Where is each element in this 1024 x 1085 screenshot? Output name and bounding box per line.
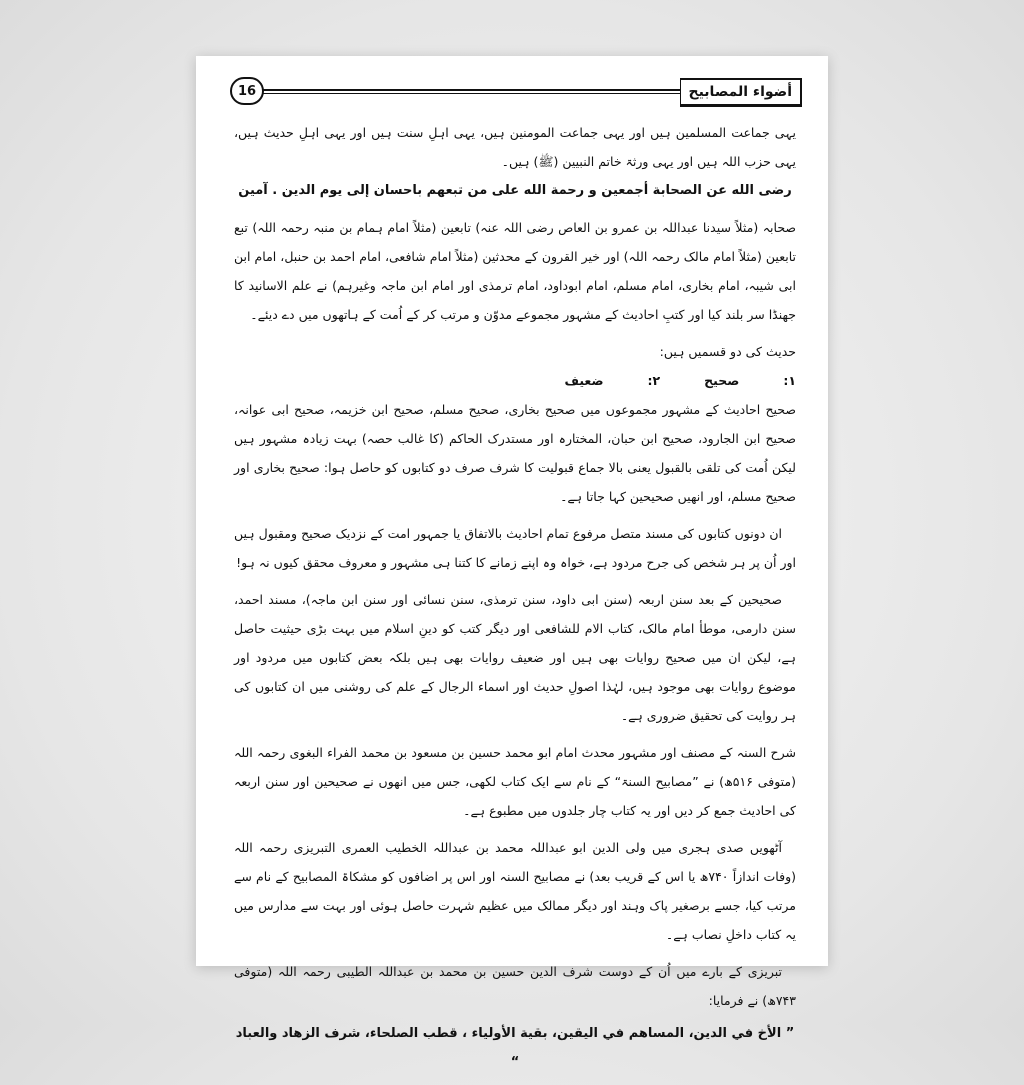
hadith-kinds-list bbox=[234, 366, 796, 395]
paragraph-tabrizi: آٹھویں صدی ہجری میں ولی الدین ابو عبداللہ محمد بن عبداللہ الخطیب العمری التبریزی رحمہ اللہ (وفات اندازاً ۷۴۰ھ یا اس کے قریب بعد) نے مصابیح السنہ اور اس پر اضافوں کو مشکاۃ المصابیح کے نام سے مرتب کیا، جسے برصغیر پاک وہند اور دیگر ممالک میں عظیم شہرت حاصل ہوئی اور بہت سے مدارس میں یہ کتاب داخلِ نصاب ہے۔ bbox=[234, 840, 796, 942]
paragraph-tibi: تبریزی کے بارے میں اُن کے دوست شرف الدین حسین بن محمد بن عبداللہ الطیبی رحمہ اللہ (متوفی ۷۴۳ھ) نے فرمایا: bbox=[234, 964, 796, 1008]
paragraph-hadith-types: حدیث کی دو قسمیں ہیں: bbox=[659, 344, 796, 359]
document-page bbox=[196, 56, 828, 1070]
header-rule-thin bbox=[256, 93, 712, 94]
arabic-dua: رضی الله عن الصحابة أجمعين و رحمة الله على من تبعهم باحسان إلى يوم الدين . آمين bbox=[238, 183, 792, 198]
page-number: 16 bbox=[230, 77, 264, 105]
header-rule bbox=[256, 89, 712, 91]
kind-1-label: صحیح bbox=[704, 373, 740, 388]
kind-2-label: ضعیف bbox=[564, 373, 604, 388]
kind-1-number: ۱: bbox=[783, 373, 796, 388]
page-body bbox=[234, 118, 796, 1085]
paragraph-sunan: صحیحین کے بعد سنن اربعہ (سنن ابی داود، سنن ترمذی، سنن نسائی اور سنن ابن ماجہ)، مسند احمد، سنن دارمی، موطأ امام مالک، کتاب الام للشافعی اور دیگر کتب کو دینِ اسلام میں بہت بڑی حیثیت حاصل ہے، لیکن ان میں صحیح روایات بھی ہیں اور ضعیف روایات بھی ہیں بلکہ بعض کتابوں میں مردود اور موضوع روایات بھی موجود ہیں، لہٰذا اصولِ حدیث اور اسماء الرجال کے علم کی روشنی میں ان کتابوں کی ہر روایت کی تحقیق ضروری ہے۔ bbox=[234, 592, 796, 723]
paragraph-sahihain: ان دونوں کتابوں کی مسند متصل مرفوع تمام احادیث بالاتفاق یا جمہور امت کے نزدیک صحیح ومقبول ہیں اور اُن پر ہر شخص کی جرح مردود ہے، خواہ وہ اپنے زمانے کا کتنا ہی مشہور و معروف محقق کیوں نہ ہو! bbox=[234, 526, 796, 570]
paragraph-1: یہی جماعت المسلمین ہیں اور یہی جماعت المومنین ہیں، یہی اہلِ سنت ہیں اور یہی اہلِ حدیث ہیں، یہی حزب اللہ ہیں اور یہی ورثۃ خاتم النبیین (ﷺ) ہیں۔ bbox=[234, 125, 796, 169]
paragraph-baghawi: شرح السنہ کے مصنف اور مشہور محدث امام ابو محمد حسین بن مسعود بن محمد الفراء البغوی رحمہ اللہ (متوفی ۵۱۶ھ) نے ”مصابیح السنۃ“ کے نام سے ایک کتاب لکھی، جس میں انھوں نے صحیحین اور سنن اربعہ کی احادیث جمع کر دیں اور یہ کتاب چار جلدوں میں مطبوع ہے۔ bbox=[234, 745, 797, 818]
paragraph-2: صحابہ (مثلاً سیدنا عبداللہ بن عمرو بن العاص رضی اللہ عنہ) تابعین (مثلاً امام ہمام بن منبہ رحمہ اللہ) تبع تابعین (مثلاً امام مالک رحمہ اللہ) اور خیر القرون کے محدثین (مثلاً امام شافعی، امام احمد بن حنبل، امام ابن ابی شیبہ، امام بخاری، امام مسلم، امام ابوداود، امام ترمذی اور امام ابن ماجہ وغیرہم) نے علم الاسانید کا جھنڈا سر بلند کیا اور کتبِ احادیث کے مشہور مجموعے مدوّن و مرتب کر کے اُمت کے ہاتھوں میں دے دیئے۔ bbox=[234, 220, 796, 322]
book-title: أضواء المصابيح bbox=[680, 78, 803, 107]
arabic-quote: ” الأخ في الدين، المساهم في اليقين، بقية الأولياء ، قطب الصلحاء، شرف الزهاد والعباد “ bbox=[235, 1026, 795, 1070]
page-header bbox=[222, 76, 802, 104]
kind-2-number: ۲: bbox=[647, 373, 661, 388]
paragraph-sahih-collections: صحیح احادیث کے مشہور مجموعوں میں صحیح بخاری، صحیح مسلم، صحیح ابن خزیمہ، صحیح ابی عوانہ، صحیح ابن الجارود، صحیح ابن حبان، المختارہ اور مستدرک الحاکم (کا غالب حصہ) بہت زیادہ مشہور ہیں لیکن اُمت کی تلقی بالقبول یعنی بالا جماع قبولیت کا شرف صرف دو کتابوں کو حاصل ہوا: صحیح بخاری اور صحیح مسلم، اور انھیں صحیحین کہا جاتا ہے۔ bbox=[234, 402, 796, 504]
